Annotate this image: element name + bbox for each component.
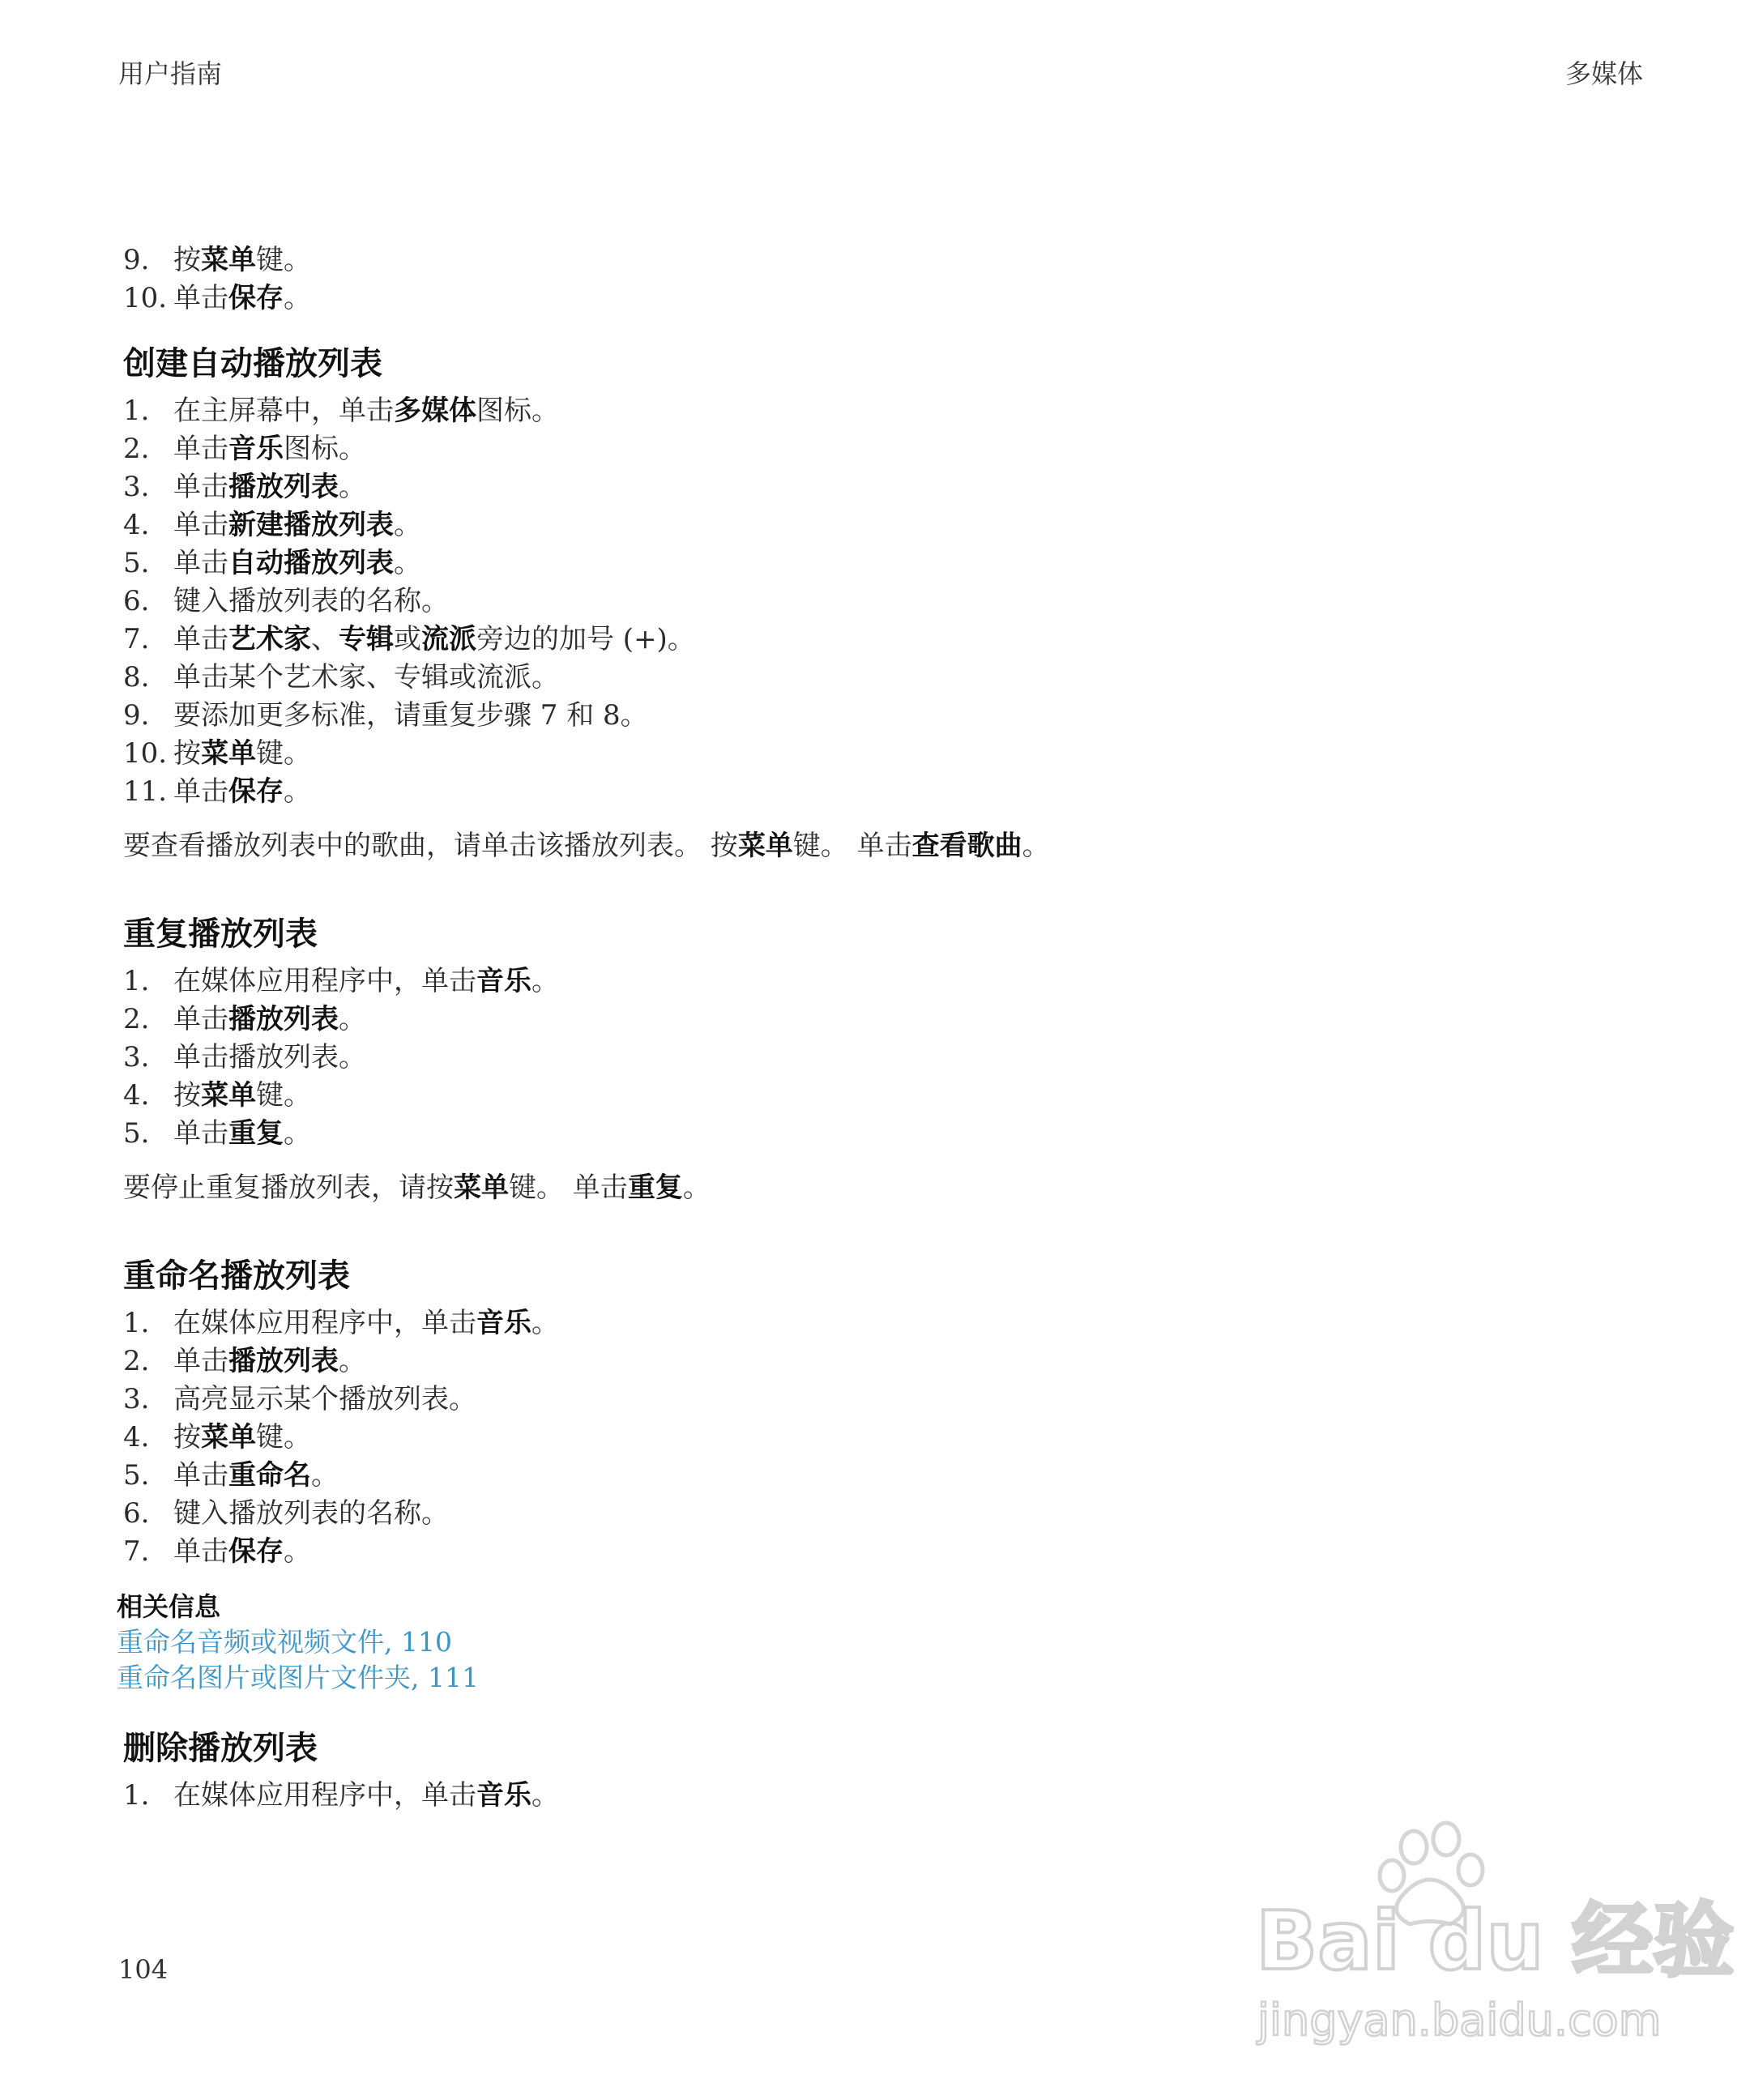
baidu-paw-logo-icon [1240,1823,1735,2066]
step-number: 3. [123,1383,150,1415]
step-text: 键入播放列表的名称。 [173,585,449,617]
step-text: 。 [284,775,311,808]
ui-term-bold: 音乐 [476,1779,531,1812]
step-text: 单击某个艺术家、专辑或流派。 [173,661,559,694]
step-number: 1. [123,1307,150,1339]
step-text: 按 [173,1421,201,1453]
header-chapter-title: 多媒体 [1564,58,1643,89]
step-item [123,1001,1630,1039]
step-item [123,1342,1630,1381]
step-text: 。 [339,1345,366,1377]
ui-term-bold: 播放列表 [228,1003,339,1035]
step-number: 2. [123,433,150,465]
step-number: 5. [123,1459,150,1492]
step-number: 1. [123,965,150,997]
step-item [123,773,1630,811]
step-item [123,1457,1630,1495]
step-text: 。 [394,509,421,541]
ui-term-bold: 菜单 [454,1172,509,1204]
step-number: 6. [123,585,150,617]
step-item [123,962,1630,1001]
related-info-heading: 相关信息 [117,1591,221,1622]
step-item [123,430,1630,468]
step-text: 在媒体应用程序中，单击 [173,1779,476,1812]
step-item [123,468,1630,506]
step-text: 要停止重复播放列表，请按 [123,1172,454,1204]
continued-steps-list [123,241,1630,318]
step-number: 3. [123,1041,150,1073]
step-text: 。 [531,965,559,997]
step-text: 。 [284,282,311,314]
ui-term-bold: 重命名 [228,1459,311,1492]
step-number: 10. [123,282,168,314]
step-item [123,735,1630,773]
step-item [123,1381,1630,1419]
section [117,1256,1630,1696]
step-number: 2. [123,1345,150,1377]
ui-term-bold: 自动播放列表 [228,547,394,579]
step-item [123,697,1630,735]
step-text: 。 [1022,830,1050,862]
ui-term-bold: 音乐 [476,1307,531,1339]
step-text: 、 [311,623,339,655]
step-text: 单击 [173,1003,228,1035]
step-item [123,1419,1630,1457]
step-number: 1. [123,1779,150,1812]
step-item [123,1077,1630,1115]
step-number: 5. [123,547,150,579]
step-text: 单击播放列表。 [173,1041,366,1073]
ui-term-bold: 音乐 [228,433,284,465]
step-number: 4. [123,509,150,541]
related-info-link[interactable]: 重命名图片或图片文件夹, 111 [117,1662,479,1693]
step-text: 在媒体应用程序中，单击 [173,1307,476,1339]
step-item [123,544,1630,583]
step-number: 11. [123,775,168,808]
ui-term-bold: 菜单 [201,1079,256,1112]
step-text: 高亮显示某个播放列表。 [173,1383,476,1415]
step-item [123,1304,1630,1342]
step-item [123,241,1630,280]
step-text: 。 [284,1117,311,1150]
step-text: 。 [531,1779,559,1812]
ui-term-bold: 专辑 [339,623,394,655]
ui-term-bold: 新建播放列表 [228,509,394,541]
step-item [123,659,1630,697]
section [123,1728,1630,1815]
page-number: 104 [118,1954,169,1985]
step-text: 。 [284,1535,311,1568]
ui-term-bold: 保存 [228,775,284,808]
step-number: 4. [123,1079,150,1112]
step-text: 键。 [256,1079,311,1112]
step-number: 7. [123,623,150,655]
section-heading: 删除播放列表 [123,1730,318,1767]
step-text: 键。 单击 [792,830,912,862]
step-number: 2. [123,1003,150,1035]
step-text: 单击 [173,1459,228,1492]
watermark-url-text: jingyan.baidu.com [1257,1995,1662,2046]
step-item [123,621,1630,659]
step-item [123,506,1630,544]
ui-term-bold: 重复 [228,1117,284,1150]
steps-list [123,962,1630,1153]
step-text: 。 [682,1172,711,1204]
step-item [123,1115,1630,1153]
step-text: 单击 [173,623,228,655]
step-text: 要查看播放列表中的歌曲，请单击该播放列表。 按 [123,830,738,862]
step-number: 5. [123,1117,150,1150]
step-text: 要添加更多标准，请重复步骤 7 和 8。 [173,699,648,732]
step-text: 单击 [173,1345,228,1377]
step-item [123,392,1630,430]
section [123,914,1630,1207]
ui-term-bold: 播放列表 [228,471,339,503]
step-item [123,1777,1630,1815]
ui-term-bold: 菜单 [201,1421,256,1453]
step-number: 9. [123,244,150,276]
step-text: 按 [173,737,201,770]
step-text: 图标。 [284,433,366,465]
page-content [117,241,1630,1815]
step-text: 单击 [173,775,228,808]
section-heading: 重复播放列表 [123,916,318,953]
step-item [123,280,1630,318]
step-item [123,1495,1630,1533]
step-number: 1. [123,395,150,427]
step-text: 单击 [173,509,228,541]
step-number: 7. [123,1535,150,1568]
step-text: 。 [311,1459,339,1492]
step-text: 旁边的加号 (+)。 [476,623,695,655]
ui-term-bold: 流派 [421,623,476,655]
step-text: 在媒体应用程序中，单击 [173,965,476,997]
step-item [123,1039,1630,1077]
section-heading: 重命名播放列表 [123,1257,350,1295]
ui-term-bold: 多媒体 [394,395,476,427]
ui-term-bold: 艺术家 [228,623,311,655]
step-text: 。 [339,1003,366,1035]
step-text: 键。 单击 [509,1172,628,1204]
section [123,344,1630,865]
step-number: 9. [123,699,150,732]
step-text: 。 [339,471,366,503]
step-number: 3. [123,471,150,503]
ui-term-bold: 查看歌曲 [911,830,1022,862]
step-number: 8. [123,661,150,694]
baidu-jingyan-watermark [1240,1823,1735,2066]
step-text: 键。 [256,1421,311,1453]
watermark-brand-text: Bai du 经验 [1256,1893,1735,1988]
ui-term-bold: 播放列表 [228,1345,339,1377]
step-text: 单击 [173,433,228,465]
step-text: 或 [394,623,421,655]
step-number: 6. [123,1497,150,1530]
step-text: 键入播放列表的名称。 [173,1497,449,1530]
ui-term-bold: 菜单 [737,830,793,862]
step-text: 按 [173,1079,201,1112]
step-item [123,1533,1630,1571]
step-text: 按 [173,244,201,276]
ui-term-bold: 菜单 [201,737,256,770]
step-text: 在主屏幕中，单击 [173,395,394,427]
header-doc-title: 用户指南 [118,58,223,89]
step-number: 4. [123,1421,150,1453]
steps-list [123,1304,1630,1571]
related-info-link[interactable]: 重命名音频或视频文件, 110 [117,1626,452,1658]
ui-term-bold: 重复 [627,1172,683,1204]
step-text: 单击 [173,282,228,314]
ui-term-bold: 音乐 [476,965,531,997]
steps-list [123,392,1630,811]
step-text: 单击 [173,471,228,503]
step-text: 单击 [173,547,228,579]
section-heading: 创建自动播放列表 [123,345,382,382]
note-paragraph [123,827,1630,865]
step-text: 单击 [173,1117,228,1150]
ui-term-bold: 保存 [228,282,284,314]
step-text: 图标。 [476,395,559,427]
step-text: 键。 [256,244,311,276]
step-text: 。 [531,1307,559,1339]
step-number: 10. [123,737,168,770]
step-text: 单击 [173,1535,228,1568]
note-paragraph [123,1169,1630,1207]
step-text: 。 [394,547,421,579]
ui-term-bold: 保存 [228,1535,284,1568]
step-text: 键。 [256,737,311,770]
ui-term-bold: 菜单 [201,244,256,276]
step-item [123,583,1630,621]
steps-list [123,1777,1630,1815]
